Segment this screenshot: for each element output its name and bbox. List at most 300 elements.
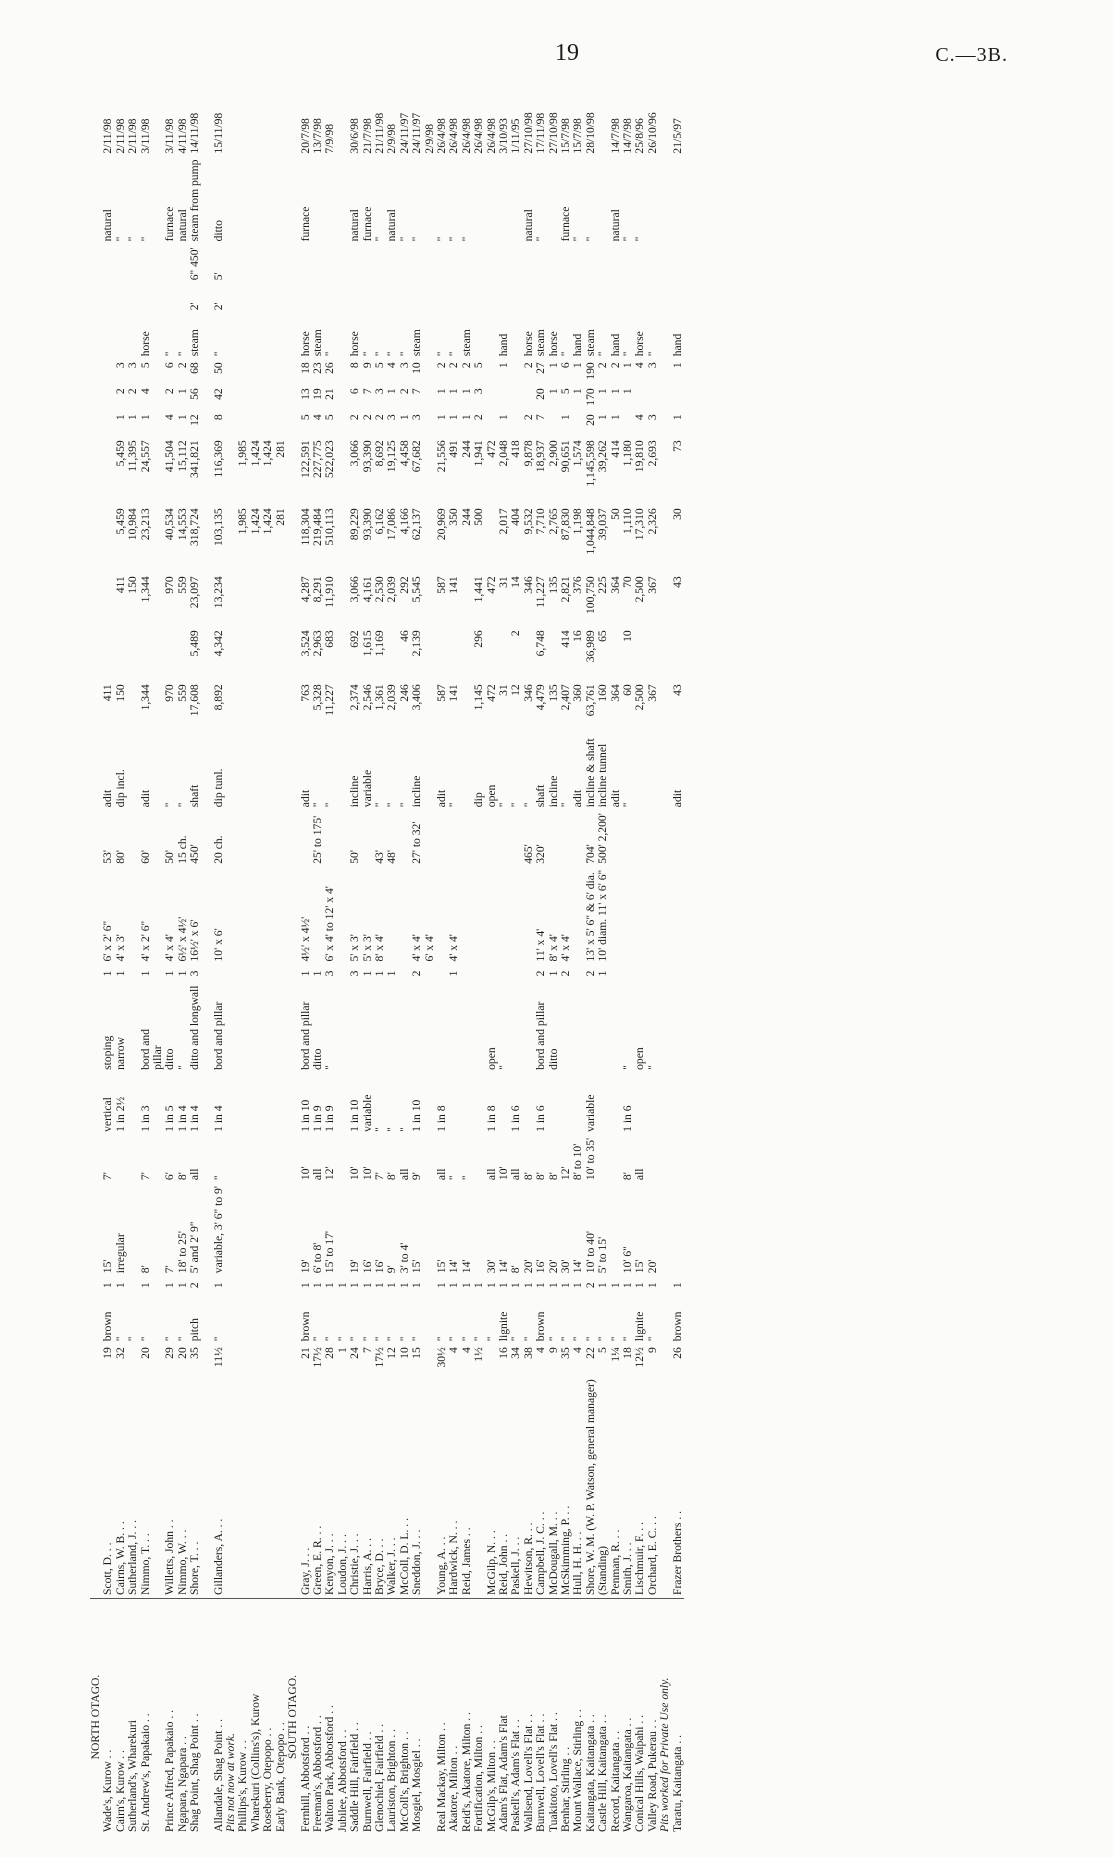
table-cell: ": [596, 1336, 610, 1342]
table-cell: 3: [323, 970, 337, 977]
table-cell: 42: [211, 388, 225, 400]
colliery-name-cell: Castle Hill, Kaitangata . .: [596, 1714, 610, 1832]
table-cell: [237, 411, 249, 437]
table-cell: [424, 810, 436, 867]
table-cell: 50: [608, 508, 622, 520]
table-cell: [127, 283, 139, 313]
table-cell: [262, 244, 274, 283]
table-cell: ": [397, 802, 411, 808]
table-cell: 1: [434, 1282, 448, 1289]
table-cell: 13,234: [211, 576, 225, 609]
table-cell: [127, 735, 139, 810]
table-cell: [622, 810, 634, 867]
table-cell: ": [645, 1065, 659, 1070]
table-cell: [473, 1073, 485, 1135]
table-cell: 4: [138, 388, 152, 395]
table-cell: [102, 313, 114, 359]
table-cell: brown: [101, 1311, 115, 1342]
table-cell: [237, 1135, 249, 1183]
table-cell: 2: [348, 414, 362, 421]
table-cell: [250, 157, 262, 245]
table-cell: [523, 244, 535, 283]
table-cell: all: [188, 1168, 202, 1181]
table-cell: 7: [360, 1347, 374, 1354]
table-cell: steam: [310, 329, 324, 357]
table-cell: 5: [372, 362, 386, 369]
table-cell: 1,941: [472, 440, 486, 467]
table-cell: [275, 1183, 287, 1276]
table-cell: ": [447, 1175, 461, 1181]
table-cell: [275, 385, 287, 411]
table-cell: 60: [621, 684, 635, 696]
table-cell: [324, 244, 336, 283]
table-cell: [237, 157, 249, 245]
table-cell: [275, 867, 287, 965]
table-cell: ": [385, 802, 399, 808]
table-cell: 2,039: [385, 684, 399, 711]
table-cell: brown: [534, 1311, 548, 1342]
table-cell: [202, 983, 213, 1073]
table-cell: [202, 157, 213, 245]
table-cell: [634, 1073, 646, 1135]
table-cell: all: [484, 1168, 498, 1181]
table-cell: brown: [670, 1311, 684, 1342]
table-cell: 89,229: [348, 508, 362, 541]
table-cell: 9,532: [521, 508, 535, 535]
table-cell: [250, 983, 262, 1073]
table-cell: ": [385, 1127, 399, 1132]
table-cell: 1,424: [248, 440, 262, 467]
table-cell: [287, 505, 299, 573]
table-cell: 26/4/98: [447, 118, 461, 154]
table-cell: 20': [645, 1259, 659, 1274]
table-cell: 2: [559, 970, 573, 977]
colliery-name-cell: Burnwell, Fairfield . .: [360, 1731, 374, 1832]
table-cell: [275, 1344, 287, 1376]
table-cell: 14/7/98: [621, 118, 635, 154]
colliery-name-cell: Burnwell, Lovell's Flat . .: [534, 1713, 548, 1832]
table-cell: vertical: [101, 1097, 115, 1132]
table-cell: [510, 359, 522, 385]
table-cell: [461, 983, 473, 1073]
table-cell: 27/10/98: [521, 112, 535, 154]
table-cell: [102, 505, 114, 573]
table-cell: 12': [323, 1166, 337, 1181]
table-cell: [647, 1135, 659, 1183]
table-cell: 24: [348, 1347, 362, 1359]
table-cell: 25/8/96: [633, 118, 647, 154]
table-cell: [237, 1183, 249, 1276]
table-cell: 1: [163, 970, 177, 977]
table-cell: furnace: [298, 206, 312, 242]
table-cell: 1 in 4: [175, 1105, 189, 1132]
table-cell: hand: [608, 333, 622, 357]
table-cell: ": [509, 802, 523, 808]
table-cell: 704': [583, 844, 597, 864]
table-cell: 2: [596, 362, 610, 369]
table-cell: 2: [472, 414, 486, 421]
table-cell: 1: [113, 1282, 127, 1289]
table-row: [102, 95, 114, 1835]
table-cell: [225, 1183, 237, 1276]
table-cell: 5,489: [188, 630, 202, 657]
table-cell: [250, 867, 262, 965]
table-cell: 62,137: [410, 508, 424, 541]
table-cell: [572, 867, 584, 965]
table-cell: 7': [101, 1172, 115, 1181]
table-cell: [362, 983, 374, 1073]
table-cell: ": [211, 1336, 225, 1342]
table-cell: ": [397, 351, 411, 357]
table-cell: [262, 627, 274, 681]
table-cell: 6,162: [372, 508, 386, 535]
table-cell: 1: [546, 362, 560, 369]
table-cell: [250, 1294, 262, 1344]
table-cell: 15: [410, 1347, 424, 1359]
table-cell: ": [410, 236, 424, 242]
table-cell: 4: [633, 362, 647, 369]
table-cell: 225: [596, 576, 610, 594]
table-cell: 2: [583, 1282, 597, 1289]
table-cell: 970: [163, 684, 177, 702]
table-cell: natural: [608, 209, 622, 242]
table-cell: 4,287: [298, 576, 312, 603]
table-cell: [275, 965, 287, 983]
table-cell: all: [434, 1168, 448, 1181]
table-cell: ": [621, 1336, 635, 1342]
table-cell: [262, 1183, 274, 1276]
table-cell: ": [372, 802, 386, 808]
table-cell: 376: [571, 576, 585, 594]
table-cell: 1: [298, 970, 312, 977]
table-cell: 2,821: [559, 576, 573, 603]
table-cell: [275, 411, 287, 437]
table-cell: [448, 983, 460, 1073]
table-cell: [237, 810, 249, 867]
table-cell: 10': [348, 1166, 362, 1181]
table-cell: 6: [559, 362, 573, 369]
table-cell: [102, 359, 114, 385]
table-cell: [202, 385, 213, 411]
table-cell: [498, 244, 510, 283]
table-cell: 2/9/98: [385, 123, 399, 154]
table-cell: [473, 157, 485, 245]
table-cell: 16: [571, 630, 585, 642]
table-cell: 26/4/98: [434, 118, 448, 154]
table-cell: [597, 244, 609, 283]
table-cell: 19,125: [385, 440, 399, 473]
table-cell: Green, E. R. . .: [312, 1376, 324, 1598]
table-cell: Reid, James . .: [461, 1376, 473, 1598]
page-number: 19: [555, 40, 579, 66]
table-cell: [647, 867, 659, 965]
table-cell: 1: [596, 1282, 610, 1289]
table-cell: 20': [521, 1259, 535, 1274]
colliery-name-cell: Prince Alfred, Papakaio . .: [163, 1709, 177, 1832]
table-cell: 246: [397, 684, 411, 702]
table-cell: [202, 359, 213, 385]
table-cell: 46: [397, 630, 411, 642]
colliery-name-cell: Tuakitoto, Lovell's Flat . .: [546, 1712, 560, 1832]
table-cell: 80': [113, 850, 127, 864]
table-cell: ": [645, 1336, 659, 1342]
table-cell: [510, 157, 522, 245]
table-cell: 170: [583, 388, 597, 406]
table-cell: 2: [113, 388, 127, 395]
table-cell: [486, 627, 498, 681]
table-cell: [572, 244, 584, 283]
table-cell: [672, 983, 684, 1073]
table-cell: 6,748: [534, 630, 548, 657]
table-cell: 281: [273, 440, 287, 458]
table-cell: adit: [101, 789, 115, 808]
table-cell: ": [175, 1065, 189, 1070]
table-cell: 6: [348, 388, 362, 395]
table-cell: ": [509, 1336, 523, 1342]
table-cell: [250, 359, 262, 385]
table-cell: [659, 965, 671, 983]
table-row: [225, 95, 237, 1835]
page-header: [0, 40, 1114, 80]
table-cell: [473, 1183, 485, 1276]
table-cell: adit: [670, 789, 684, 808]
table-cell: [324, 157, 336, 245]
table-cell: [262, 313, 274, 359]
table-cell: 522,023: [323, 440, 337, 478]
table-cell: 21/5/97: [670, 118, 684, 154]
table-cell: 5,459: [113, 508, 127, 535]
table-cell: [659, 359, 671, 385]
colliery-name-cell: Record, Kaitangata . .: [608, 1730, 622, 1832]
colliery-name-cell: Akatore, Milton . .: [447, 1745, 461, 1832]
table-cell: [473, 1376, 485, 1598]
colliery-name-cell: [202, 1599, 213, 1836]
table-cell: Sutherland, J. . .: [127, 1376, 139, 1598]
colliery-name-cell: Wade's, Kurow . .: [101, 1749, 115, 1832]
table-cell: hand: [670, 333, 684, 357]
table-cell: 15' to 17': [323, 1231, 337, 1274]
table-cell: [275, 735, 287, 810]
table-cell: 1,424: [261, 440, 275, 467]
table-cell: [275, 1073, 287, 1135]
table-cell: 14': [571, 1259, 585, 1274]
table-cell: 1: [546, 970, 560, 977]
table-cell: [237, 1294, 249, 1344]
table-cell: brown: [298, 1311, 312, 1342]
table-cell: [436, 283, 448, 313]
table-cell: 510,113: [323, 508, 337, 546]
table-cell: 20: [175, 1347, 189, 1359]
table-cell: 87,830: [559, 508, 573, 541]
table-cell: 3: [472, 388, 486, 395]
table-cell: 8' to 10': [571, 1143, 585, 1181]
table-cell: [349, 244, 361, 283]
table-cell: [349, 983, 361, 1073]
table-cell: [548, 810, 560, 867]
table-cell: 10' to 35': [583, 1137, 597, 1181]
colliery-name-cell: Conical Hills, Waipahi . .: [633, 1714, 647, 1832]
table-row: [535, 95, 547, 1835]
table-cell: 1: [113, 414, 127, 421]
table-cell: 26/4/98: [459, 118, 473, 154]
table-cell: 8,291: [310, 576, 324, 603]
table-cell: [659, 1183, 671, 1276]
table-cell: 1: [596, 970, 610, 977]
table-cell: furnace: [163, 206, 177, 242]
table-cell: 1: [596, 414, 610, 421]
table-cell: incline & shaft: [583, 738, 597, 808]
table-cell: ": [459, 1175, 473, 1181]
table-cell: 1: [372, 970, 386, 977]
table-cell: [659, 1073, 671, 1135]
table-cell: [202, 735, 213, 810]
table-cell: [90, 573, 102, 627]
table-cell: [127, 1276, 139, 1294]
table-cell: [610, 983, 622, 1073]
table-cell: 12: [188, 414, 202, 426]
table-cell: 10: [621, 630, 635, 642]
table-cell: Hardwick, N. . .: [448, 1376, 460, 1598]
table-cell: [262, 1276, 274, 1294]
table-cell: [324, 283, 336, 313]
table-cell: [461, 867, 473, 965]
table-cell: 20/7/98: [298, 118, 312, 154]
table-cell: ": [608, 1336, 622, 1342]
table-cell: [127, 1344, 139, 1376]
colliery-name-cell: Early Bank, Otepopo . .: [273, 1722, 287, 1832]
table-cell: [622, 283, 634, 313]
table-cell: 6' x 4' to 12' x 4': [323, 886, 337, 962]
table-cell: [225, 681, 237, 735]
table-cell: 2/9/98: [422, 123, 436, 154]
table-cell: 1 in 6: [509, 1105, 523, 1132]
table-cell: ": [397, 1127, 411, 1132]
table-cell: [486, 810, 498, 867]
table-cell: 50': [348, 850, 362, 864]
table-row: [202, 95, 213, 1835]
table-cell: [634, 965, 646, 983]
table-cell: [622, 965, 634, 983]
table-cell: 5: [559, 388, 573, 395]
table-cell: bord and: [138, 1028, 152, 1070]
table-cell: 1,985: [236, 508, 250, 535]
table-cell: 18: [621, 1347, 635, 1359]
table-cell: 1: [397, 414, 411, 421]
table-cell: 1 in 5: [163, 1105, 177, 1132]
table-cell: ": [385, 1336, 399, 1342]
table-cell: [202, 1183, 213, 1276]
table-cell: 8: [211, 414, 225, 421]
table-cell: ditto: [211, 220, 225, 242]
table-cell: ": [397, 236, 411, 242]
table-cell: [262, 965, 274, 983]
table-cell: 9: [360, 362, 374, 369]
table-cell: [237, 1276, 249, 1294]
table-cell: [202, 1376, 213, 1598]
table-cell: Orchard, E. C. . .: [647, 1376, 659, 1598]
table-cell: [548, 1073, 560, 1135]
table-cell: [275, 627, 287, 681]
colliery-name-cell: Real Mackay, Milton . .: [434, 1722, 448, 1832]
table-cell: [572, 965, 584, 983]
table-cell: [287, 1376, 299, 1598]
table-cell: [115, 244, 127, 283]
table-cell: [102, 627, 114, 681]
table-cell: [473, 313, 485, 359]
table-cell: ditto: [163, 1048, 177, 1070]
table-cell: [262, 157, 274, 245]
table-cell: [237, 244, 249, 283]
table-cell: [523, 283, 535, 313]
table-cell: 24/11/97: [397, 112, 411, 154]
table-cell: [659, 735, 671, 810]
table-cell: 5: [138, 362, 152, 369]
table-cell: [647, 157, 659, 245]
table-cell: 2/11/98: [101, 118, 115, 154]
table-cell: [436, 244, 448, 283]
table-cell: [659, 411, 671, 437]
table-cell: [461, 283, 473, 313]
table-cell: ": [211, 351, 225, 357]
table-cell: 1: [447, 388, 461, 395]
table-cell: [597, 95, 609, 157]
table-cell: pitch: [188, 1318, 202, 1342]
table-cell: [486, 867, 498, 965]
table-cell: ": [323, 802, 337, 808]
table-cell: adit: [298, 789, 312, 808]
table-cell: ": [360, 351, 374, 357]
table-cell: lignite: [497, 1311, 510, 1342]
table-cell: 2,530: [372, 576, 386, 603]
table-cell: 10': [360, 1166, 374, 1181]
table-cell: ": [472, 1336, 486, 1342]
table-cell: Young, A. . .: [436, 1376, 448, 1598]
colliery-name-cell: Fernhill, Abbotsford . .: [298, 1725, 312, 1832]
table-cell: 500' 2,200': [596, 813, 610, 864]
table-cell: [461, 1073, 473, 1135]
table-cell: incline: [546, 775, 560, 808]
table-cell: variable: [583, 1094, 597, 1132]
table-cell: 1: [621, 362, 635, 369]
table-cell: 15/11/98: [211, 112, 225, 154]
table-cell: 12: [509, 684, 523, 696]
table-cell: 3: [410, 414, 424, 421]
table-cell: 1½: [472, 1347, 486, 1362]
table-cell: ": [175, 351, 189, 357]
table-cell: ": [175, 1336, 189, 1342]
table-cell: [610, 810, 622, 867]
table-cell: 67,682: [410, 440, 424, 473]
table-cell: 2,407: [559, 684, 573, 711]
table-cell: Paskell, J. . .: [510, 1376, 522, 1598]
table-cell: ": [397, 1336, 411, 1342]
table-cell: 4/11/98: [175, 118, 189, 154]
table-cell: 1: [447, 1282, 461, 1289]
table-cell: ": [583, 236, 597, 242]
table-cell: [275, 313, 287, 359]
table-cell: 3: [188, 970, 202, 977]
table-cell: 1,145,598: [583, 440, 597, 487]
table-cell: [424, 965, 436, 983]
table-cell: 100,750: [583, 576, 597, 614]
table-cell: [659, 681, 671, 735]
table-cell: ": [126, 236, 140, 242]
table-cell: 367: [645, 576, 659, 594]
table-cell: [237, 1073, 249, 1135]
table-cell: [275, 244, 287, 283]
table-cell: 8': [385, 1172, 399, 1181]
table-cell: 8: [348, 362, 362, 369]
